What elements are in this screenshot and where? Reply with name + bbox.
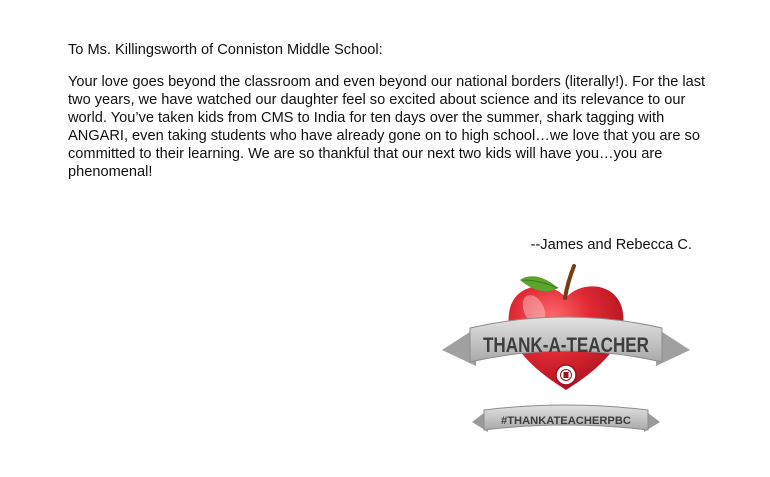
banner-text: THANK-A-TEACHER [483,334,649,357]
apple-banner-graphic [436,262,696,440]
thank-a-teacher-logo [436,262,696,440]
letter-signature: --James and Rebecca C. [530,237,692,253]
hashtag-text: #THANKATEACHERPBC [501,415,632,427]
letter-body: Your love goes beyond the classroom and even beyond our national borders (literally!). For the last two years, we have watched our daughter feel so excited about science and its relevance to our world. You’ve taken kids from CMS to India for ten days over the summer, shark tagging with ANGARI, even taking students who have already gone on to high school…we love that you are so committed to their learning. We are so thankful that our next two kids will have you…you are phenomenal! [68,74,706,180]
letter [68,41,708,181]
leaf-icon [520,276,558,291]
letter-salutation: To Ms. Killingsworth of Conniston Middle School: [68,42,383,58]
